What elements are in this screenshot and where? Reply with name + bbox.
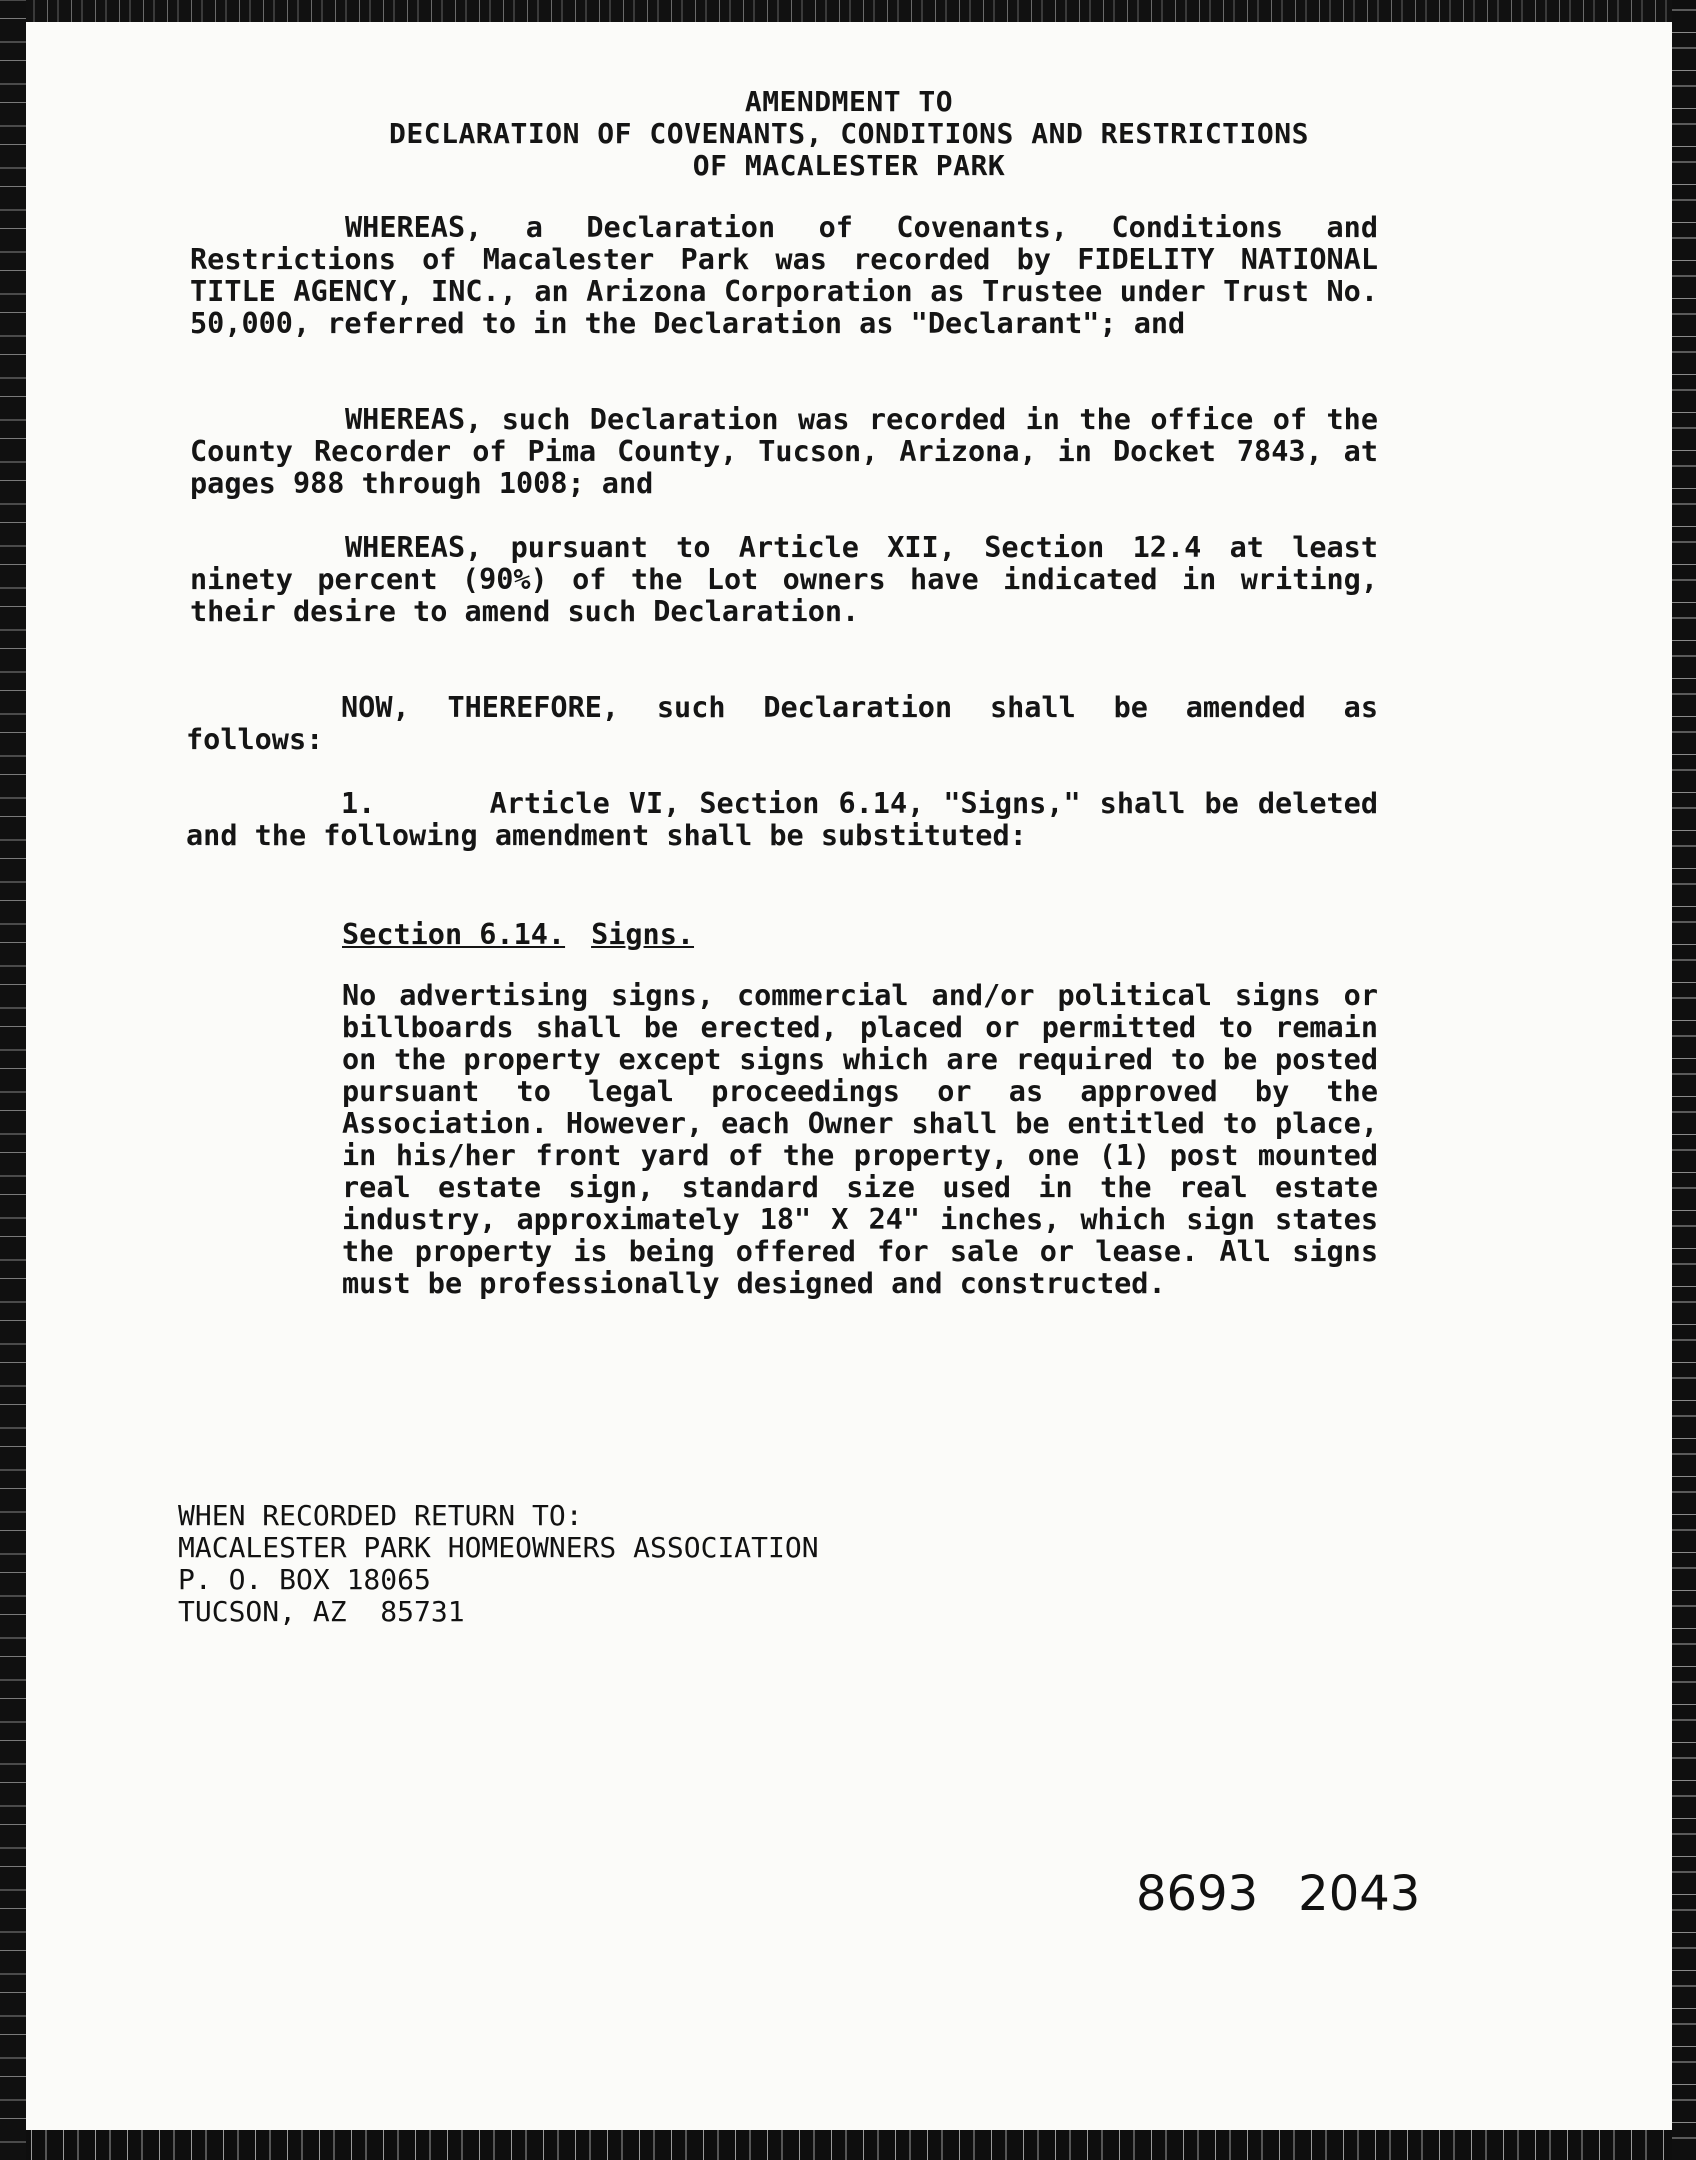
scan-border-right [1672, 0, 1696, 2160]
return-address-block [178, 1500, 819, 1628]
title-line-3: OF MACALESTER PARK [692, 149, 1006, 182]
paragraph-whereas-1: WHEREAS, a Declaration of Covenants, Conditions and Restrictions of Macalester Park was recorded by FIDELITY NATIONAL TITLE AGENCY, INC., an Arizona Corporation as Trustee under Trust No. 50,000, referred to in the Declaration as "Declarant"; and [190, 211, 1378, 340]
paragraph-whereas-2: WHEREAS, such Declaration was recorded in the office of the County Recorder of Pima County, Tucson, Arizona, in Docket 7843, at pages 988 through 1008; and [190, 403, 1378, 500]
docket-number: 8693 [1136, 1866, 1259, 1922]
page-number: 2043 [1298, 1866, 1421, 1922]
document-page [26, 22, 1672, 2130]
scan-border-bottom [0, 2130, 1696, 2160]
section-number: Section 6.14. [342, 918, 566, 951]
return-to-city: TUCSON, AZ 85731 [178, 1595, 465, 1628]
section-heading [342, 918, 694, 951]
paragraph-now-therefore: NOW, THEREFORE, such Declaration shall be amended as follows: [186, 691, 1378, 756]
section-text: No advertising signs, commercial and/or political signs or billboards shall be erected, placed or permitted to remain on the property except signs which are required to be posted pursuant to legal proceedings or as approved by the Association. However, each Owner shall be entitled to place, in his/her front yard of the property, one (1) post mounted real estate sign, standard size used in the real estate industry, approximately 18" X 24" inches, which sign states the property is being offered for sale or lease. All signs must be professionally designed and constructed. [342, 979, 1378, 1300]
return-to-po-box: P. O. BOX 18065 [178, 1563, 431, 1596]
title-line-1: AMENDMENT TO [744, 85, 954, 118]
title-line-2: DECLARATION OF COVENANTS, CONDITIONS AND RESTRICTIONS [389, 117, 1309, 150]
section-name: Signs. [591, 918, 695, 951]
docket-stamp [1136, 1866, 1420, 1922]
scan-border-top [0, 0, 1696, 22]
return-to-organization: MACALESTER PARK HOMEOWNERS ASSOCIATION [178, 1531, 819, 1564]
paragraph-whereas-3: WHEREAS, pursuant to Article XII, Section 12.4 at least ninety percent (90%) of the Lot owners have indicated in writing, their desire to amend such Declaration. [190, 531, 1378, 628]
scan-border-left [0, 0, 26, 2160]
return-to-label: WHEN RECORDED RETURN TO: [178, 1499, 583, 1532]
paragraph-item-1: 1. Article VI, Section 6.14, "Signs," shall be deleted and the following amendment shall be substituted: [186, 787, 1396, 852]
